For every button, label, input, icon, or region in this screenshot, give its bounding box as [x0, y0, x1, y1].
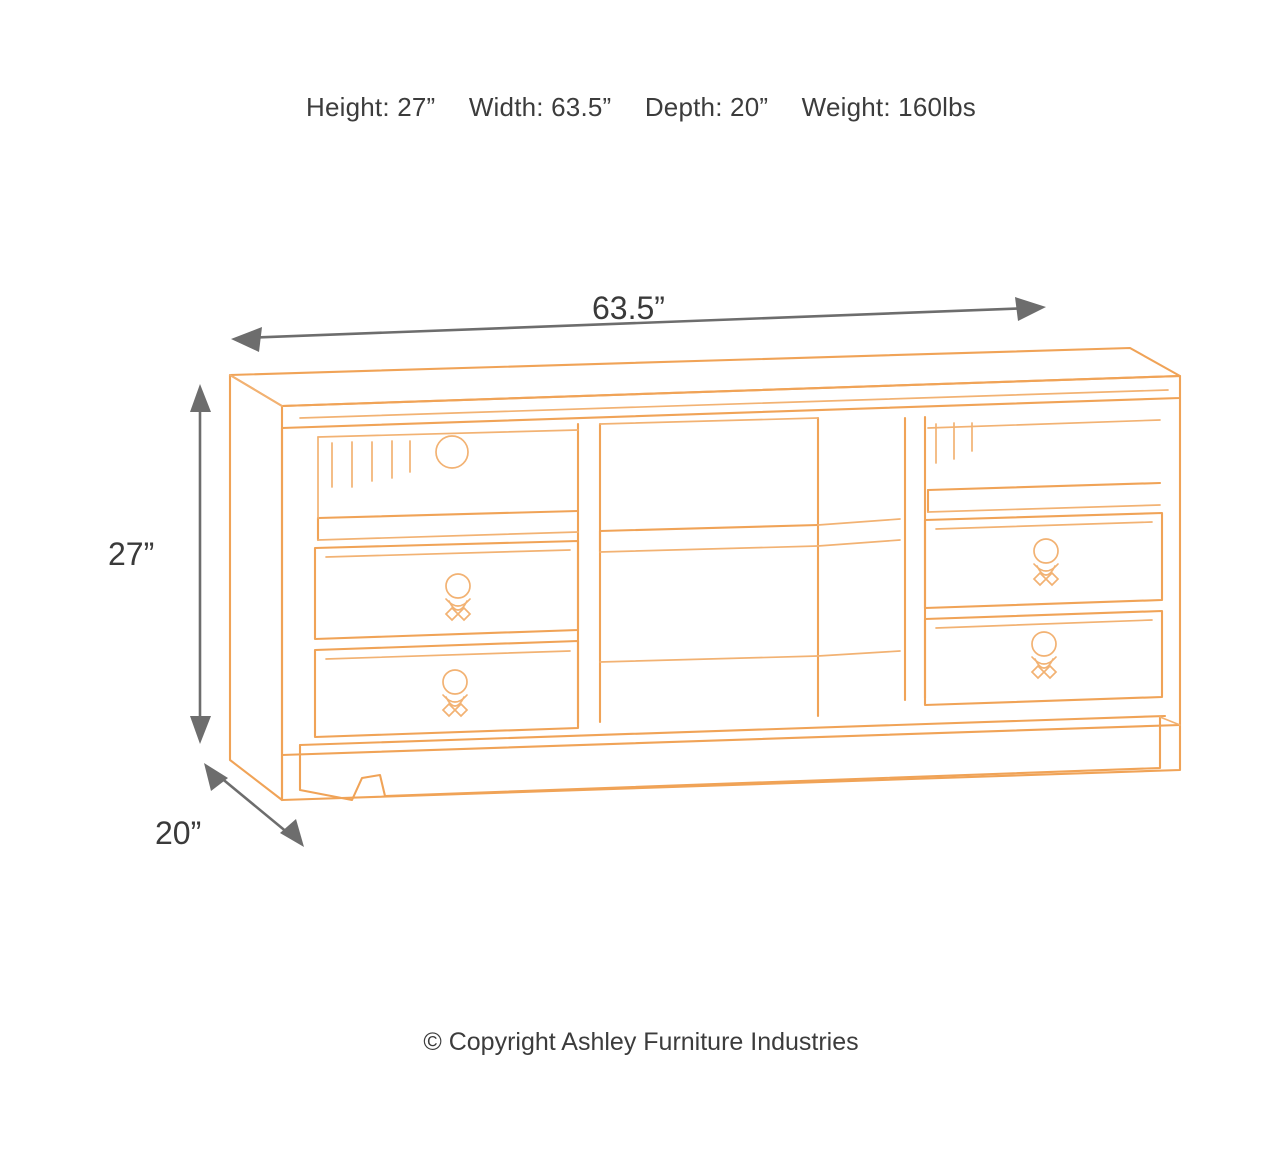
drawer-pull-left-upper — [446, 574, 470, 620]
height-dimension-arrow — [190, 384, 211, 744]
depth-dimension-arrow — [204, 763, 304, 847]
right-compartment — [905, 417, 1162, 705]
drawer-pull-right-upper — [1034, 539, 1058, 585]
spec-weight: Weight: 160lbs — [801, 92, 976, 122]
copyright-notice: © Copyright Ashley Furniture Industries — [423, 1028, 859, 1056]
spec-height: Height: 27” — [305, 92, 436, 122]
center-compartment — [600, 418, 900, 722]
depth-dimension-label: 20” — [155, 815, 202, 851]
spec-depth: Depth: 20” — [644, 92, 769, 122]
cabinet-body — [230, 348, 1180, 800]
spec-width: Width: 63.5” — [468, 92, 612, 122]
drawer-pull-left-lower — [443, 670, 467, 716]
height-dimension-label: 27” — [108, 536, 155, 572]
width-dimension-label: 63.5” — [592, 290, 665, 326]
drawer-pull-right-lower — [1032, 632, 1056, 678]
